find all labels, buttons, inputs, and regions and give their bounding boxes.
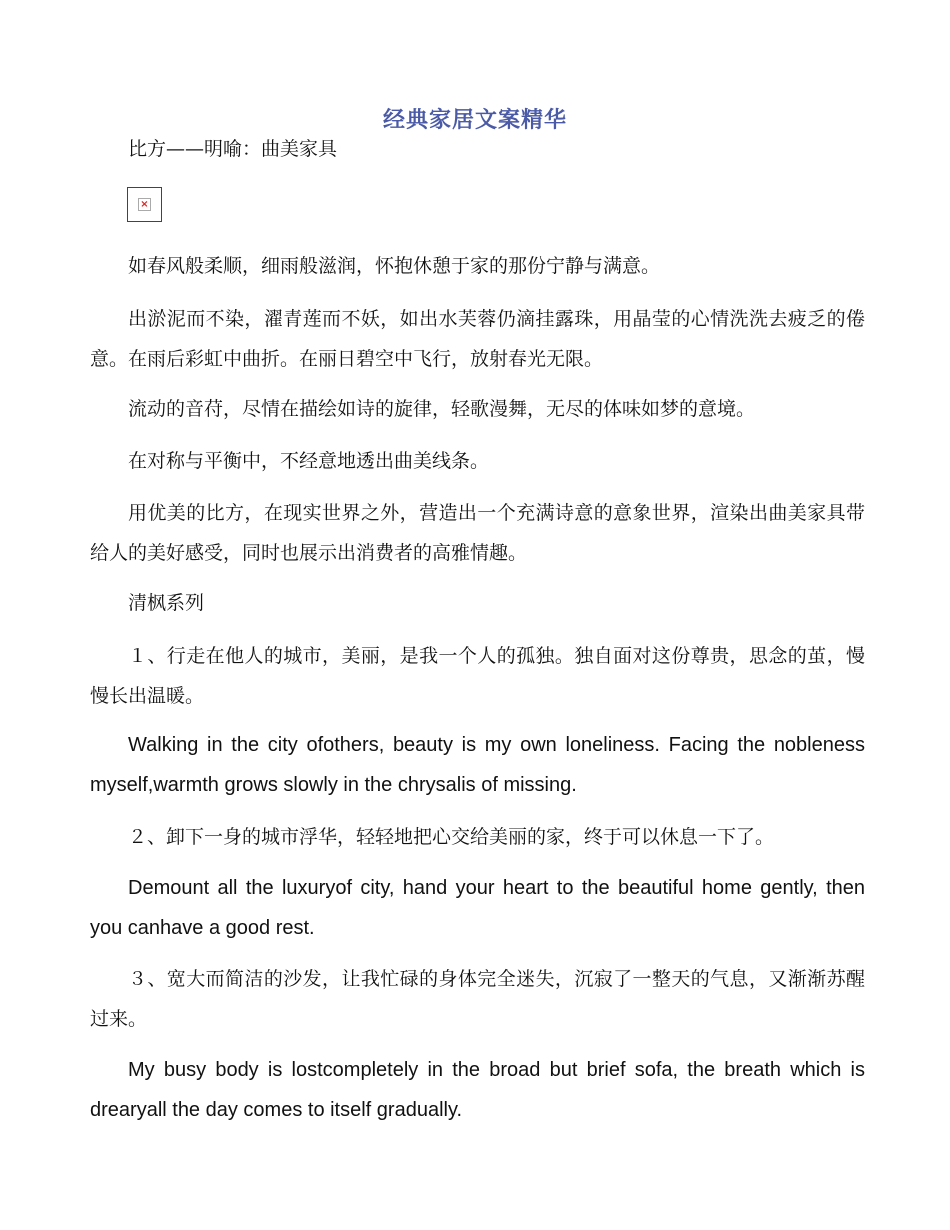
document-title: 经典家居文案精华 (382, 107, 567, 133)
broken-image-placeholder (127, 187, 162, 222)
paragraph-item-1-zh: １、行走在他人的城市，美丽，是我一个人的孤独。独自面对这份尊贵，思念的茧，慢慢长出温暖。 (90, 645, 865, 707)
paragraph-1: 如春风般柔顺，细雨般滋润，怀抱休憩于家的那份宁静与满意。 (128, 255, 661, 277)
paragraph-item-2-en: Demount all the luxuryof city, hand your heart to the beautiful home gently, then you canhave a good rest. (90, 877, 865, 939)
paragraph-4: 在对称与平衡中，不经意地透出曲美线条。 (128, 450, 490, 472)
broken-image-icon: × (138, 198, 151, 211)
paragraph-2: 出淤泥而不染，濯青莲而不妖，如出水芙蓉仍滴挂露珠，用晶莹的心情洗洗去疲乏的倦意。在雨后彩虹中曲折。在丽日碧空中飞行，放射春光无限。 (90, 308, 865, 370)
document-subtitle: 比方——明喻：曲美家具 (128, 138, 338, 160)
paragraph-item-2-zh: ２、卸下一身的城市浮华，轻轻地把心交给美丽的家，终于可以休息一下了。 (128, 826, 775, 848)
paragraph-5: 用优美的比方，在现实世界之外，营造出一个充满诗意的意象世界，渲染出曲美家具带给人的美好感受，同时也展示出消费者的高雅情趣。 (90, 502, 865, 564)
paragraph-item-3-zh: ３、宽大而简洁的沙发，让我忙碌的身体完全迷失，沉寂了一整天的气息，又渐渐苏醒过来。 (90, 968, 865, 1030)
section-heading: 清枫系列 (128, 592, 205, 614)
paragraph-3: 流动的音苻，尽情在描绘如诗的旋律，轻歌漫舞，无尽的体味如梦的意境。 (128, 398, 756, 420)
paragraph-item-1-en: Walking in the city ofothers, beauty is my own loneliness. Facing the nobleness myself,warmth grows slowly in the chrysalis of missing. (90, 734, 865, 796)
paragraph-item-3-en: My busy body is lostcompletely in the broad but brief sofa, the breath which is drearyall the day comes to itself gradually. (90, 1059, 865, 1121)
